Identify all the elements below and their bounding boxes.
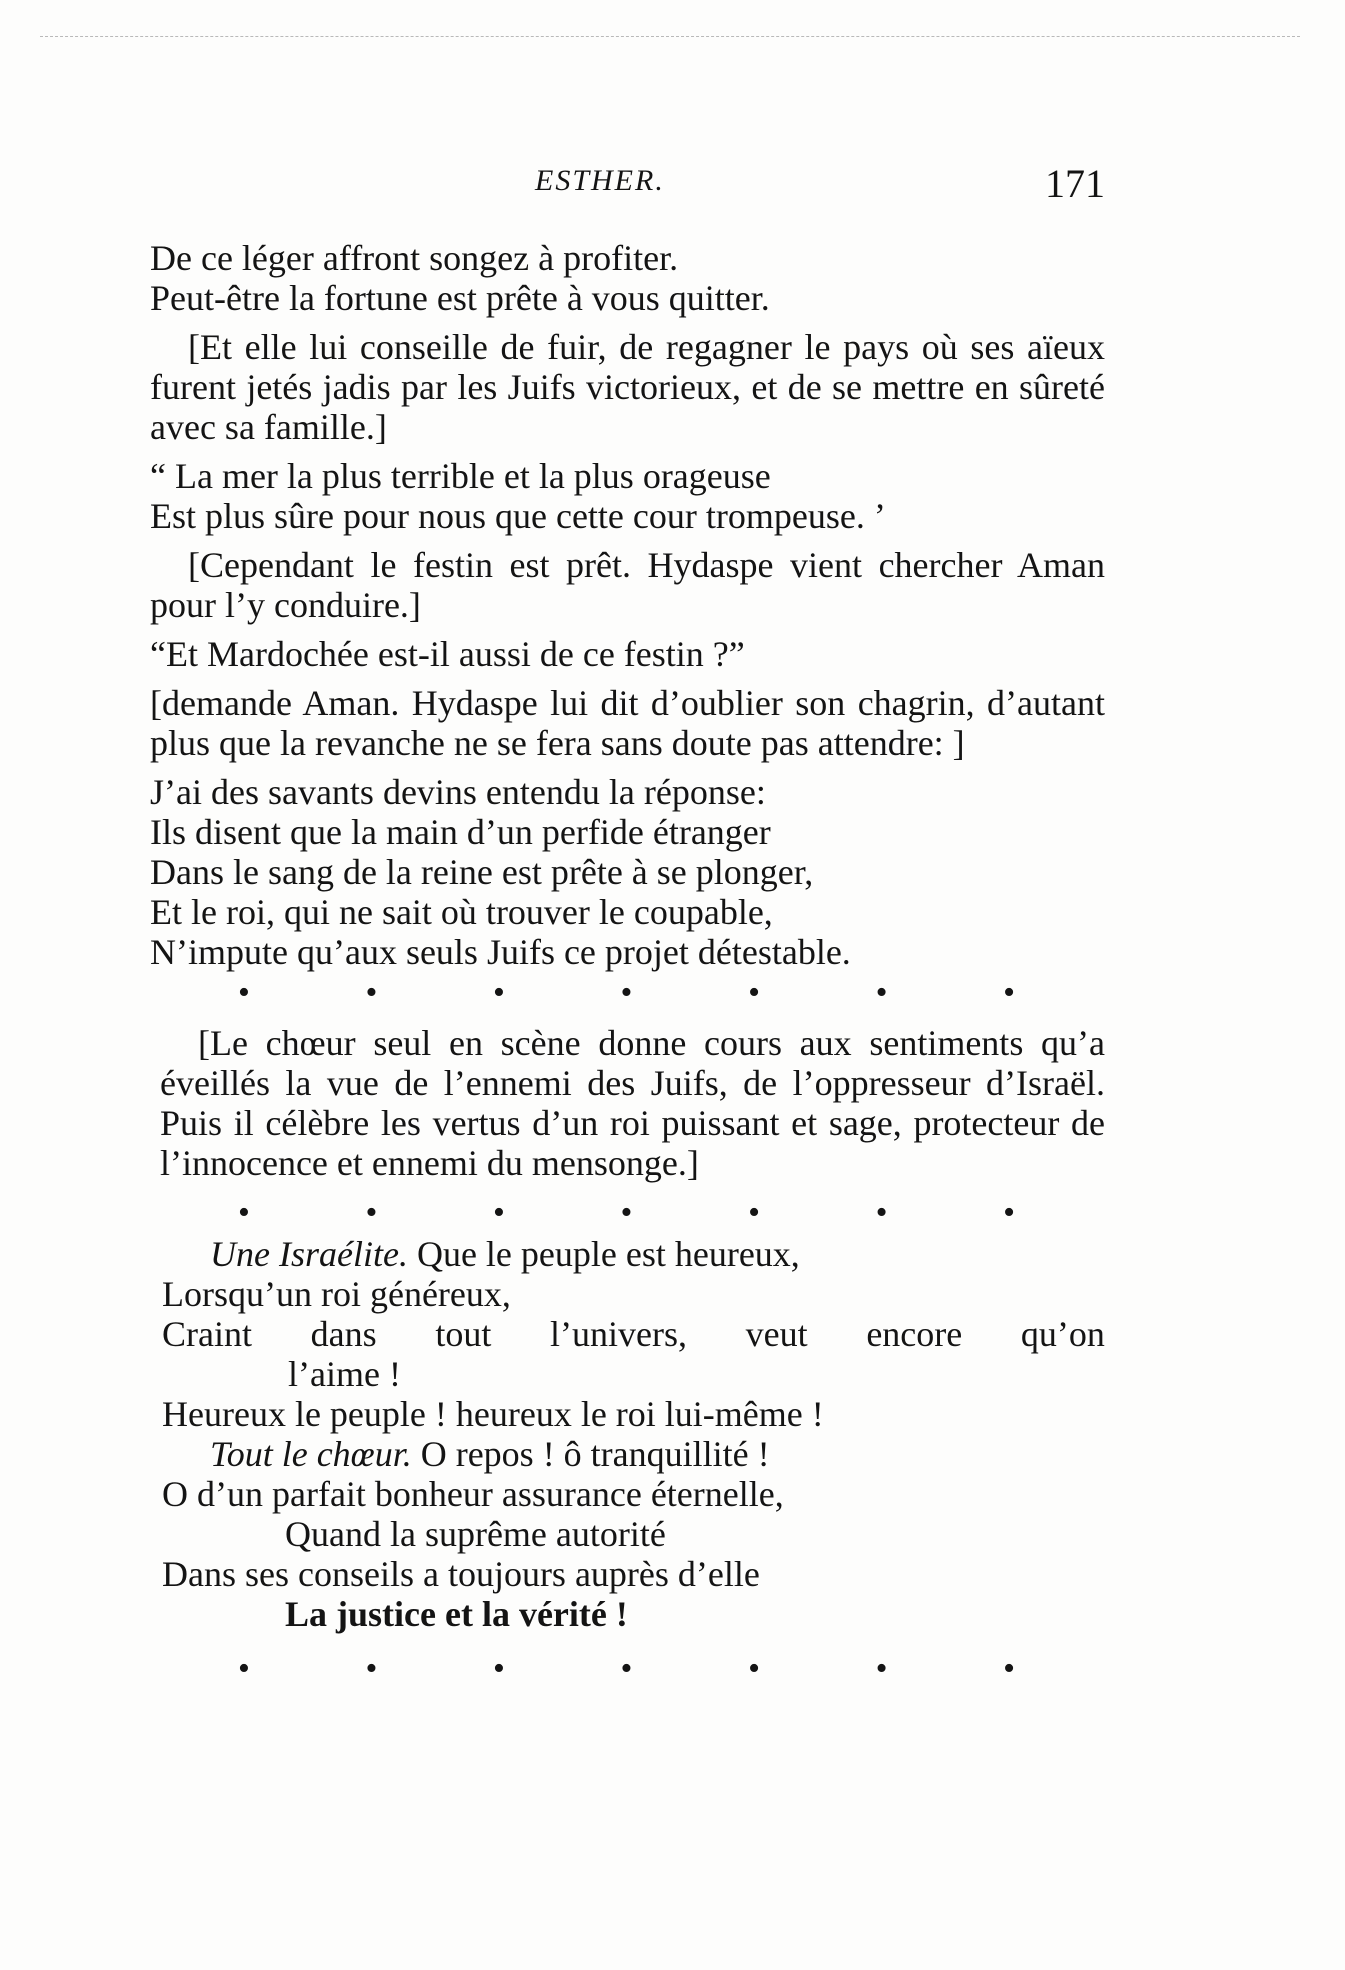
running-title: ESTHER. <box>535 164 665 197</box>
page-body <box>150 238 1105 1690</box>
ellipsis-dot: • <box>620 974 633 1011</box>
summary-paragraph: [Et elle lui conseille de fuir, de regagner le pays où ses aïeux furent jetés jadis par les Juifs victorieux, et de se mettre en sûreté avec sa famille.] <box>150 327 1105 447</box>
summary-paragraph: [Cependant le festin est prêt. Hydaspe vient chercher Aman pour l’y conduire.] <box>150 545 1105 625</box>
quote-line: “ La mer la plus terrible et la plus orageuse <box>150 456 771 496</box>
ellipsis-dot: • <box>365 1194 378 1231</box>
ellipsis-dot: • <box>238 1650 250 1687</box>
ellipsis-dot: • <box>238 974 250 1011</box>
summary-paragraph: [demande Aman. Hydaspe lui dit d’oublier son chagrin, d’autant plus que la revanche ne se fera sans doute pas attendre: ] <box>150 683 1105 763</box>
verse-line: N’impute qu’aux seuls Juifs ce projet détestable. <box>150 932 851 972</box>
lyric-word: Craint <box>162 1314 252 1354</box>
verse-line: Et le roi, qui ne sait où trouver le coupable, <box>150 892 773 932</box>
lyric-word: l’univers, <box>550 1314 687 1354</box>
chorus-line: Lorsqu’un roi généreux, <box>162 1274 511 1314</box>
chorus-line <box>150 1314 1105 1354</box>
lyric-text: Que le peuple est heureux, <box>407 1234 800 1274</box>
lyric-word: qu’on <box>1020 1314 1105 1354</box>
chorus-line: Heureux le peuple ! heureux le roi lui-même ! <box>162 1394 824 1434</box>
ellipsis-dot: • <box>748 1194 760 1231</box>
ellipsis-dot: • <box>365 1650 378 1687</box>
chorus-line: Dans ses conseils a toujours auprès d’elle <box>162 1554 760 1594</box>
ellipsis-row <box>150 972 1105 1014</box>
ellipsis-dot: • <box>493 974 505 1011</box>
ellipsis-dot: • <box>748 1650 760 1687</box>
lyric-text: O repos ! ô tranquillité ! <box>411 1434 770 1474</box>
verse-line: Ils disent que la main d’un perfide étranger <box>150 812 771 852</box>
lyric-word: veut <box>745 1314 808 1354</box>
ellipsis-dot: • <box>238 1194 250 1231</box>
chorus-line: l’aime ! <box>288 1354 401 1394</box>
ellipsis-dot: • <box>875 1650 888 1687</box>
page-number: 171 <box>1045 161 1105 206</box>
page-header <box>150 160 1105 210</box>
lyric-word: tout <box>435 1314 492 1354</box>
verse-line: Dans le sang de la reine est prête à se plonger, <box>150 852 814 892</box>
ellipsis-row <box>150 1192 1105 1234</box>
speaker-label: Une Israélite. <box>210 1234 408 1274</box>
chorus-line: Quand la suprême autorité <box>285 1514 666 1554</box>
verse-line: De ce léger affront songez à profiter. <box>150 238 679 278</box>
ellipsis-dot: • <box>748 974 760 1011</box>
ellipsis-dot: • <box>875 1194 888 1231</box>
scan-edge-line <box>40 36 1300 37</box>
ellipsis-dot: • <box>365 974 378 1011</box>
ellipsis-dot: • <box>1003 1194 1015 1231</box>
ellipsis-dot: • <box>620 1194 633 1231</box>
chorus-line: La justice et la vérité ! <box>285 1594 628 1634</box>
quote-line: “Et Mardochée est-il aussi de ce festin ?” <box>150 634 745 674</box>
ellipsis-dot: • <box>493 1194 505 1231</box>
lyric-word: encore <box>866 1314 963 1354</box>
verse-line: Peut-être la fortune est prête à vous quitter. <box>150 278 770 318</box>
summary-paragraph: [Le chœur seul en scène donne cours aux sentiments qu’a éveillés la vue de l’ennemi des Juifs, de l’oppresseur d’Israël. Puis il célèbre les vertus d’un roi puissant et sage, protecteur de l’innocence et ennemi du mensonge.] <box>160 1023 1105 1183</box>
chorus-line <box>150 1234 1105 1274</box>
ellipsis-dot: • <box>1003 974 1015 1011</box>
speaker-label: Tout le chœur. <box>210 1434 412 1474</box>
ellipsis-dot: • <box>1003 1650 1015 1687</box>
ellipsis-row <box>150 1648 1105 1690</box>
ellipsis-dot: • <box>875 974 888 1011</box>
verse-line: J’ai des savants devins entendu la réponse: <box>150 772 766 812</box>
ellipsis-dot: • <box>620 1650 633 1687</box>
ellipsis-dot: • <box>493 1650 505 1687</box>
lyric-word: dans <box>310 1314 377 1354</box>
chorus-line <box>150 1434 1105 1474</box>
quote-line: Est plus sûre pour nous que cette cour trompeuse. ’ <box>150 496 886 536</box>
chorus-line: O d’un parfait bonheur assurance éternelle, <box>162 1474 784 1514</box>
